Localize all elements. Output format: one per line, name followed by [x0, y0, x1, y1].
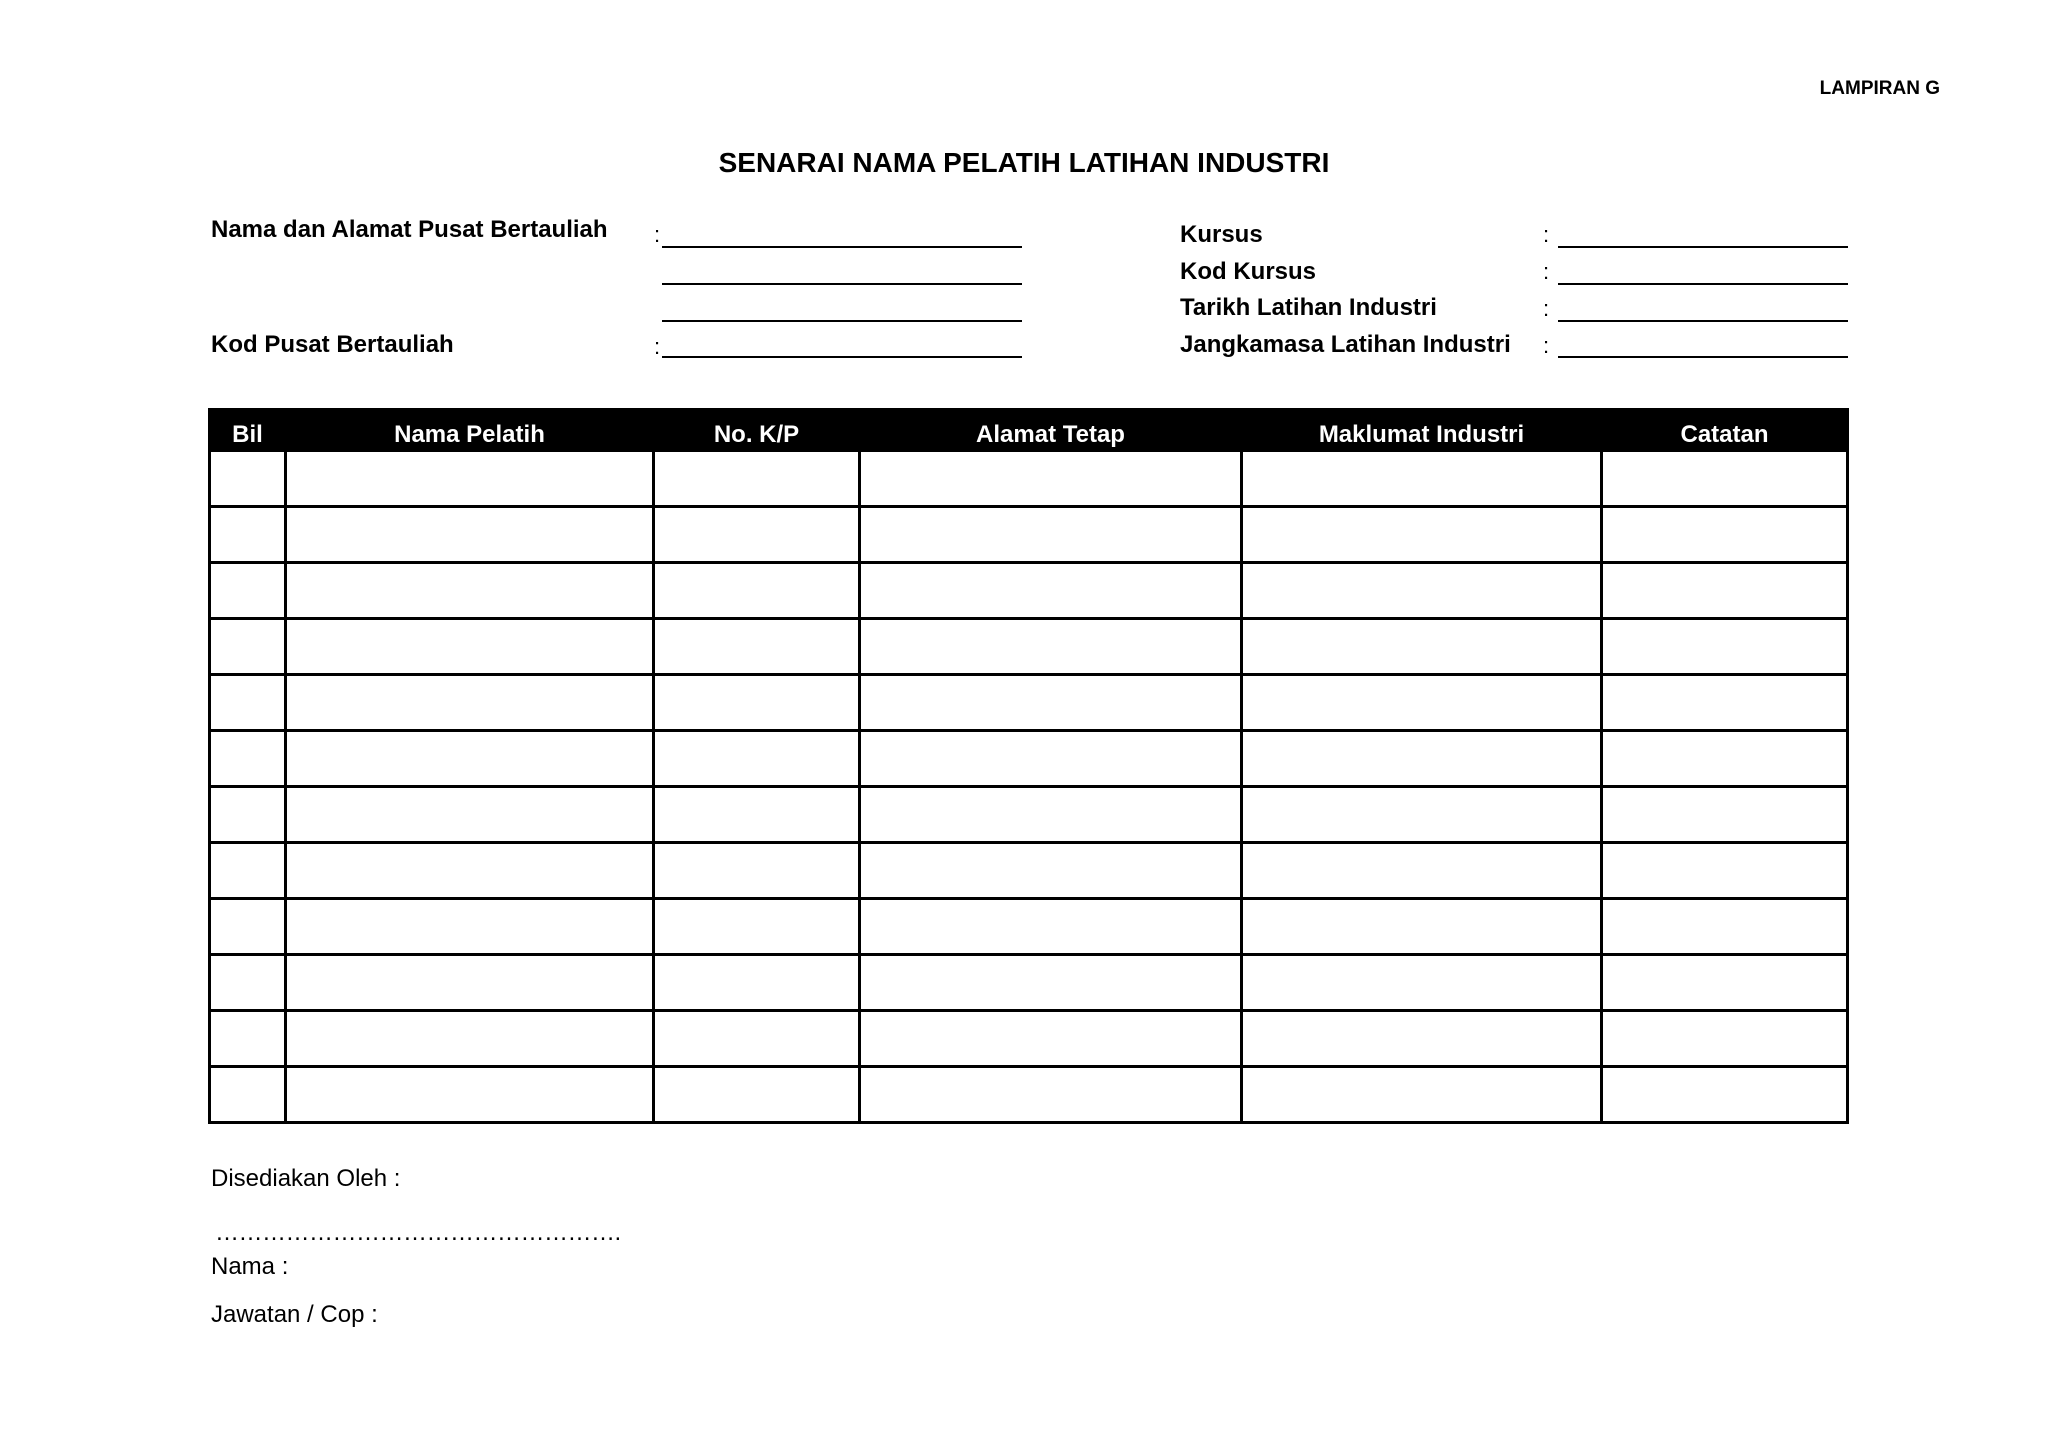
signature-dots[interactable]: ……………………………………………. — [215, 1219, 621, 1246]
field-label-jangkamasa: Jangkamasa Latihan Industri — [1180, 331, 1511, 358]
input-line-nama-alamat-2[interactable] — [662, 283, 1022, 285]
table-cell-no-kp[interactable] — [654, 899, 860, 955]
column-header-bil: Bil — [210, 408, 286, 451]
table-row — [210, 955, 1848, 1011]
table-cell-bil[interactable] — [210, 787, 286, 843]
table-row — [210, 563, 1848, 619]
table-cell-maklumat-industri[interactable] — [1242, 563, 1602, 619]
table-cell-bil[interactable] — [210, 899, 286, 955]
input-line-nama-alamat-1[interactable] — [662, 246, 1022, 248]
table-cell-no-kp[interactable] — [654, 619, 860, 675]
column-header-nama-pelatih: Nama Pelatih — [286, 408, 654, 451]
field-label-kod-kursus: Kod Kursus — [1180, 258, 1317, 285]
input-line-kod-pusat[interactable] — [662, 356, 1022, 358]
column-header-maklumat-industri: Maklumat Industri — [1242, 408, 1602, 451]
table-cell-nama-pelatih[interactable] — [286, 507, 654, 563]
table-cell-catatan[interactable] — [1602, 675, 1848, 731]
table-cell-nama-pelatih[interactable] — [286, 787, 654, 843]
table-row — [210, 507, 1848, 563]
colon: : — [654, 334, 661, 359]
field-label-kursus: Kursus — [1180, 221, 1263, 248]
input-line-tarikh[interactable] — [1558, 320, 1848, 322]
table-cell-nama-pelatih[interactable] — [286, 451, 654, 507]
table-cell-bil[interactable] — [210, 675, 286, 731]
table-cell-maklumat-industri[interactable] — [1242, 1067, 1602, 1123]
table-cell-alamat-tetap[interactable] — [860, 843, 1242, 899]
table-cell-catatan[interactable] — [1602, 899, 1848, 955]
trainee-table — [208, 408, 1849, 1124]
colon: : — [654, 222, 661, 247]
table-cell-catatan[interactable] — [1602, 955, 1848, 1011]
table-cell-maklumat-industri[interactable] — [1242, 899, 1602, 955]
page-title: SENARAI NAMA PELATIH LATIHAN INDUSTRI — [718, 147, 1330, 178]
table-cell-alamat-tetap[interactable] — [860, 1067, 1242, 1123]
table-cell-alamat-tetap[interactable] — [860, 955, 1242, 1011]
table-cell-nama-pelatih[interactable] — [286, 731, 654, 787]
table-cell-no-kp[interactable] — [654, 843, 860, 899]
table-cell-bil[interactable] — [210, 1067, 286, 1123]
table-cell-alamat-tetap[interactable] — [860, 787, 1242, 843]
field-label-tarikh: Tarikh Latihan Industri — [1180, 294, 1437, 321]
table-cell-no-kp[interactable] — [654, 731, 860, 787]
table-cell-maklumat-industri[interactable] — [1242, 507, 1602, 563]
table-cell-alamat-tetap[interactable] — [860, 619, 1242, 675]
table-cell-bil[interactable] — [210, 843, 286, 899]
table-cell-alamat-tetap[interactable] — [860, 899, 1242, 955]
table-cell-no-kp[interactable] — [654, 507, 860, 563]
input-line-jangkamasa[interactable] — [1558, 356, 1848, 358]
table-cell-maklumat-industri[interactable] — [1242, 1011, 1602, 1067]
table-cell-no-kp[interactable] — [654, 451, 860, 507]
table-row — [210, 843, 1848, 899]
table-cell-catatan[interactable] — [1602, 1067, 1848, 1123]
input-line-kursus[interactable] — [1558, 246, 1848, 248]
column-header-catatan: Catatan — [1602, 408, 1848, 451]
table-cell-alamat-tetap[interactable] — [860, 563, 1242, 619]
position-stamp-label: Jawatan / Cop : — [211, 1301, 378, 1328]
table-cell-maklumat-industri[interactable] — [1242, 843, 1602, 899]
table-cell-maklumat-industri[interactable] — [1242, 787, 1602, 843]
table-cell-nama-pelatih[interactable] — [286, 899, 654, 955]
colon: : — [1543, 296, 1550, 321]
column-header-alamat-tetap: Alamat Tetap — [860, 408, 1242, 451]
table-cell-nama-pelatih[interactable] — [286, 843, 654, 899]
table-cell-bil[interactable] — [210, 1011, 286, 1067]
table-cell-alamat-tetap[interactable] — [860, 675, 1242, 731]
table-body — [210, 451, 1848, 1123]
table-row — [210, 1011, 1848, 1067]
table-cell-bil[interactable] — [210, 955, 286, 1011]
table-row — [210, 899, 1848, 955]
table-cell-alamat-tetap[interactable] — [860, 1011, 1242, 1067]
table-row — [210, 787, 1848, 843]
field-label-nama-alamat: Nama dan Alamat Pusat Bertauliah — [211, 216, 608, 243]
prepared-by-label: Disediakan Oleh : — [211, 1165, 401, 1192]
table-cell-no-kp[interactable] — [654, 563, 860, 619]
name-label: Nama : — [211, 1253, 289, 1280]
table-cell-maklumat-industri[interactable] — [1242, 731, 1602, 787]
table-cell-maklumat-industri[interactable] — [1242, 675, 1602, 731]
table-cell-catatan[interactable] — [1602, 619, 1848, 675]
table-cell-catatan[interactable] — [1602, 451, 1848, 507]
table-cell-bil[interactable] — [210, 731, 286, 787]
table-cell-catatan[interactable] — [1602, 731, 1848, 787]
table-cell-no-kp[interactable] — [654, 787, 860, 843]
table-row — [210, 675, 1848, 731]
table-cell-no-kp[interactable] — [654, 675, 860, 731]
table-cell-no-kp[interactable] — [654, 1067, 860, 1123]
table-cell-alamat-tetap[interactable] — [860, 451, 1242, 507]
table-cell-nama-pelatih[interactable] — [286, 675, 654, 731]
table-cell-nama-pelatih[interactable] — [286, 1067, 654, 1123]
table-cell-nama-pelatih[interactable] — [286, 1011, 654, 1067]
table-cell-catatan[interactable] — [1602, 787, 1848, 843]
table-cell-nama-pelatih[interactable] — [286, 563, 654, 619]
table-cell-bil[interactable] — [210, 563, 286, 619]
table-cell-nama-pelatih[interactable] — [286, 955, 654, 1011]
table-cell-bil[interactable] — [210, 507, 286, 563]
appendix-label: LAMPIRAN G — [1819, 78, 1940, 99]
colon: : — [1543, 333, 1550, 358]
table-cell-bil[interactable] — [210, 451, 286, 507]
table-cell-maklumat-industri[interactable] — [1242, 955, 1602, 1011]
table-cell-nama-pelatih[interactable] — [286, 619, 654, 675]
table-row — [210, 451, 1848, 507]
table-cell-catatan[interactable] — [1602, 563, 1848, 619]
colon: : — [1543, 259, 1550, 284]
input-line-nama-alamat-3[interactable] — [662, 320, 1022, 322]
colon: : — [1543, 222, 1550, 247]
column-header-no-kp: No. K/P — [654, 408, 860, 451]
table-cell-catatan[interactable] — [1602, 843, 1848, 899]
table-cell-no-kp[interactable] — [654, 1011, 860, 1067]
input-line-kod-kursus[interactable] — [1558, 283, 1848, 285]
table-row — [210, 731, 1848, 787]
table-cell-bil[interactable] — [210, 619, 286, 675]
table-row — [210, 619, 1848, 675]
table-header-row — [210, 408, 1848, 451]
table-row — [210, 1067, 1848, 1123]
table-cell-catatan[interactable] — [1602, 1011, 1848, 1067]
table-cell-alamat-tetap[interactable] — [860, 507, 1242, 563]
table-cell-catatan[interactable] — [1602, 507, 1848, 563]
table-cell-maklumat-industri[interactable] — [1242, 451, 1602, 507]
field-label-kod-pusat: Kod Pusat Bertauliah — [211, 331, 454, 358]
table-cell-alamat-tetap[interactable] — [860, 731, 1242, 787]
table-cell-no-kp[interactable] — [654, 955, 860, 1011]
table-cell-maklumat-industri[interactable] — [1242, 619, 1602, 675]
